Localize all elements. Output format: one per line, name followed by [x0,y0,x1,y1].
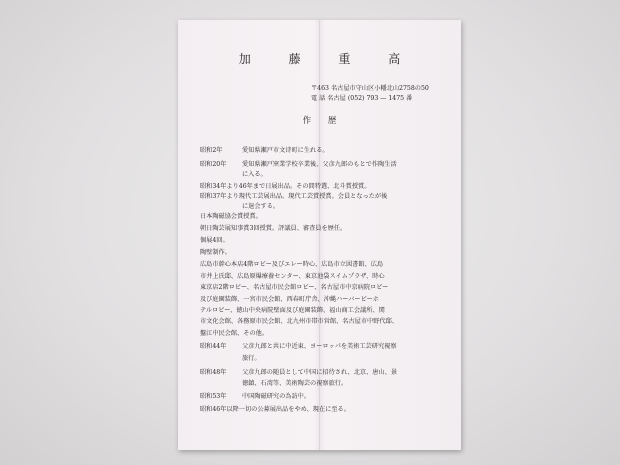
history-year: 市文化会館、各務原市民会館、北九州市帯市営館、名古屋市中野代邸、 [200,318,398,325]
history-year: 昭和46年以降一切の公募展出品をやめ、現在に至る。 [200,406,350,413]
section-title: 作 歴 [302,116,344,126]
history-year: 昭和53年 [200,393,227,400]
history-text: 中国陶磁研究の為訪中。 [242,393,311,400]
history-year: 昭和44年 [200,343,227,350]
history-text: に入る。 [242,171,267,178]
history-year: 陶壁制作。 [200,249,231,256]
history-text: 愛知県瀬戸窯業学校卒業後、父彦九郎のもとで作陶生活 [242,161,397,168]
history-year: 昭和2年 [200,147,223,154]
history-text: 父彦九郎の随員として中国に招待され、北京、唐山、景 [242,369,398,376]
history-text: 徳鎮、石湾等、美術陶芸の視察旅行。 [242,380,348,387]
history-year: 昭和20年 [200,161,227,168]
history-year: 広島市幹心本店4階ロビー及びエレー時心、広島市立図書館、広島 [200,261,384,268]
history-text: 父彦九郎と共に中近東、ヨーロッパを美術工芸研究視察 [242,343,397,350]
history-year: 市井上氏邸、広島原爆療養センター、東京池袋スイムプラザ、時心 [200,273,385,280]
history-year: 昭和37年より現代工芸展出品。現代工芸賞授賞。会員となったが後 [200,193,388,200]
document-sheet [178,20,461,450]
history-year: 昭和48年 [200,369,227,376]
history-year: 個展4回。 [200,237,229,244]
history-year: 盤江中民会館、その他。 [200,330,269,337]
phone-line: 電 話 名古屋 (052) 793 — 1475 番 [311,95,413,102]
history-year: テルロビー、徳山中央病院壁面及び庭園装飾、福山商工会議所、関 [200,307,385,314]
history-year: 日本陶磁協会賞授賞。 [200,213,262,220]
contact-block [311,84,429,104]
address-line: 〒463 名古屋市守山区小幡北山2758の50 [311,85,429,92]
author-name: 加 藤 重 高 [238,52,418,66]
history-text: 愛知県瀬戸市文诗町に生れる。 [242,147,329,154]
history-year: 及び庭園装飾、一宮市民会館、西春町庁舎、沖縄ハーバービーホ [200,296,379,303]
history-text: 旅行。 [242,355,261,362]
history-year: 昭和34年より46年まで日展出品。その間特選、北斗賞授賞。 [200,183,371,190]
history-year: 東京店2階ロビー、名古屋市民会館ロビー、名古屋市中京病院ロビー [200,284,389,291]
history-text: に退会する。 [242,203,280,210]
history-year: 朝日陶芸展知事賞3回授賞。評議員、審査員を歴任。 [200,225,347,232]
